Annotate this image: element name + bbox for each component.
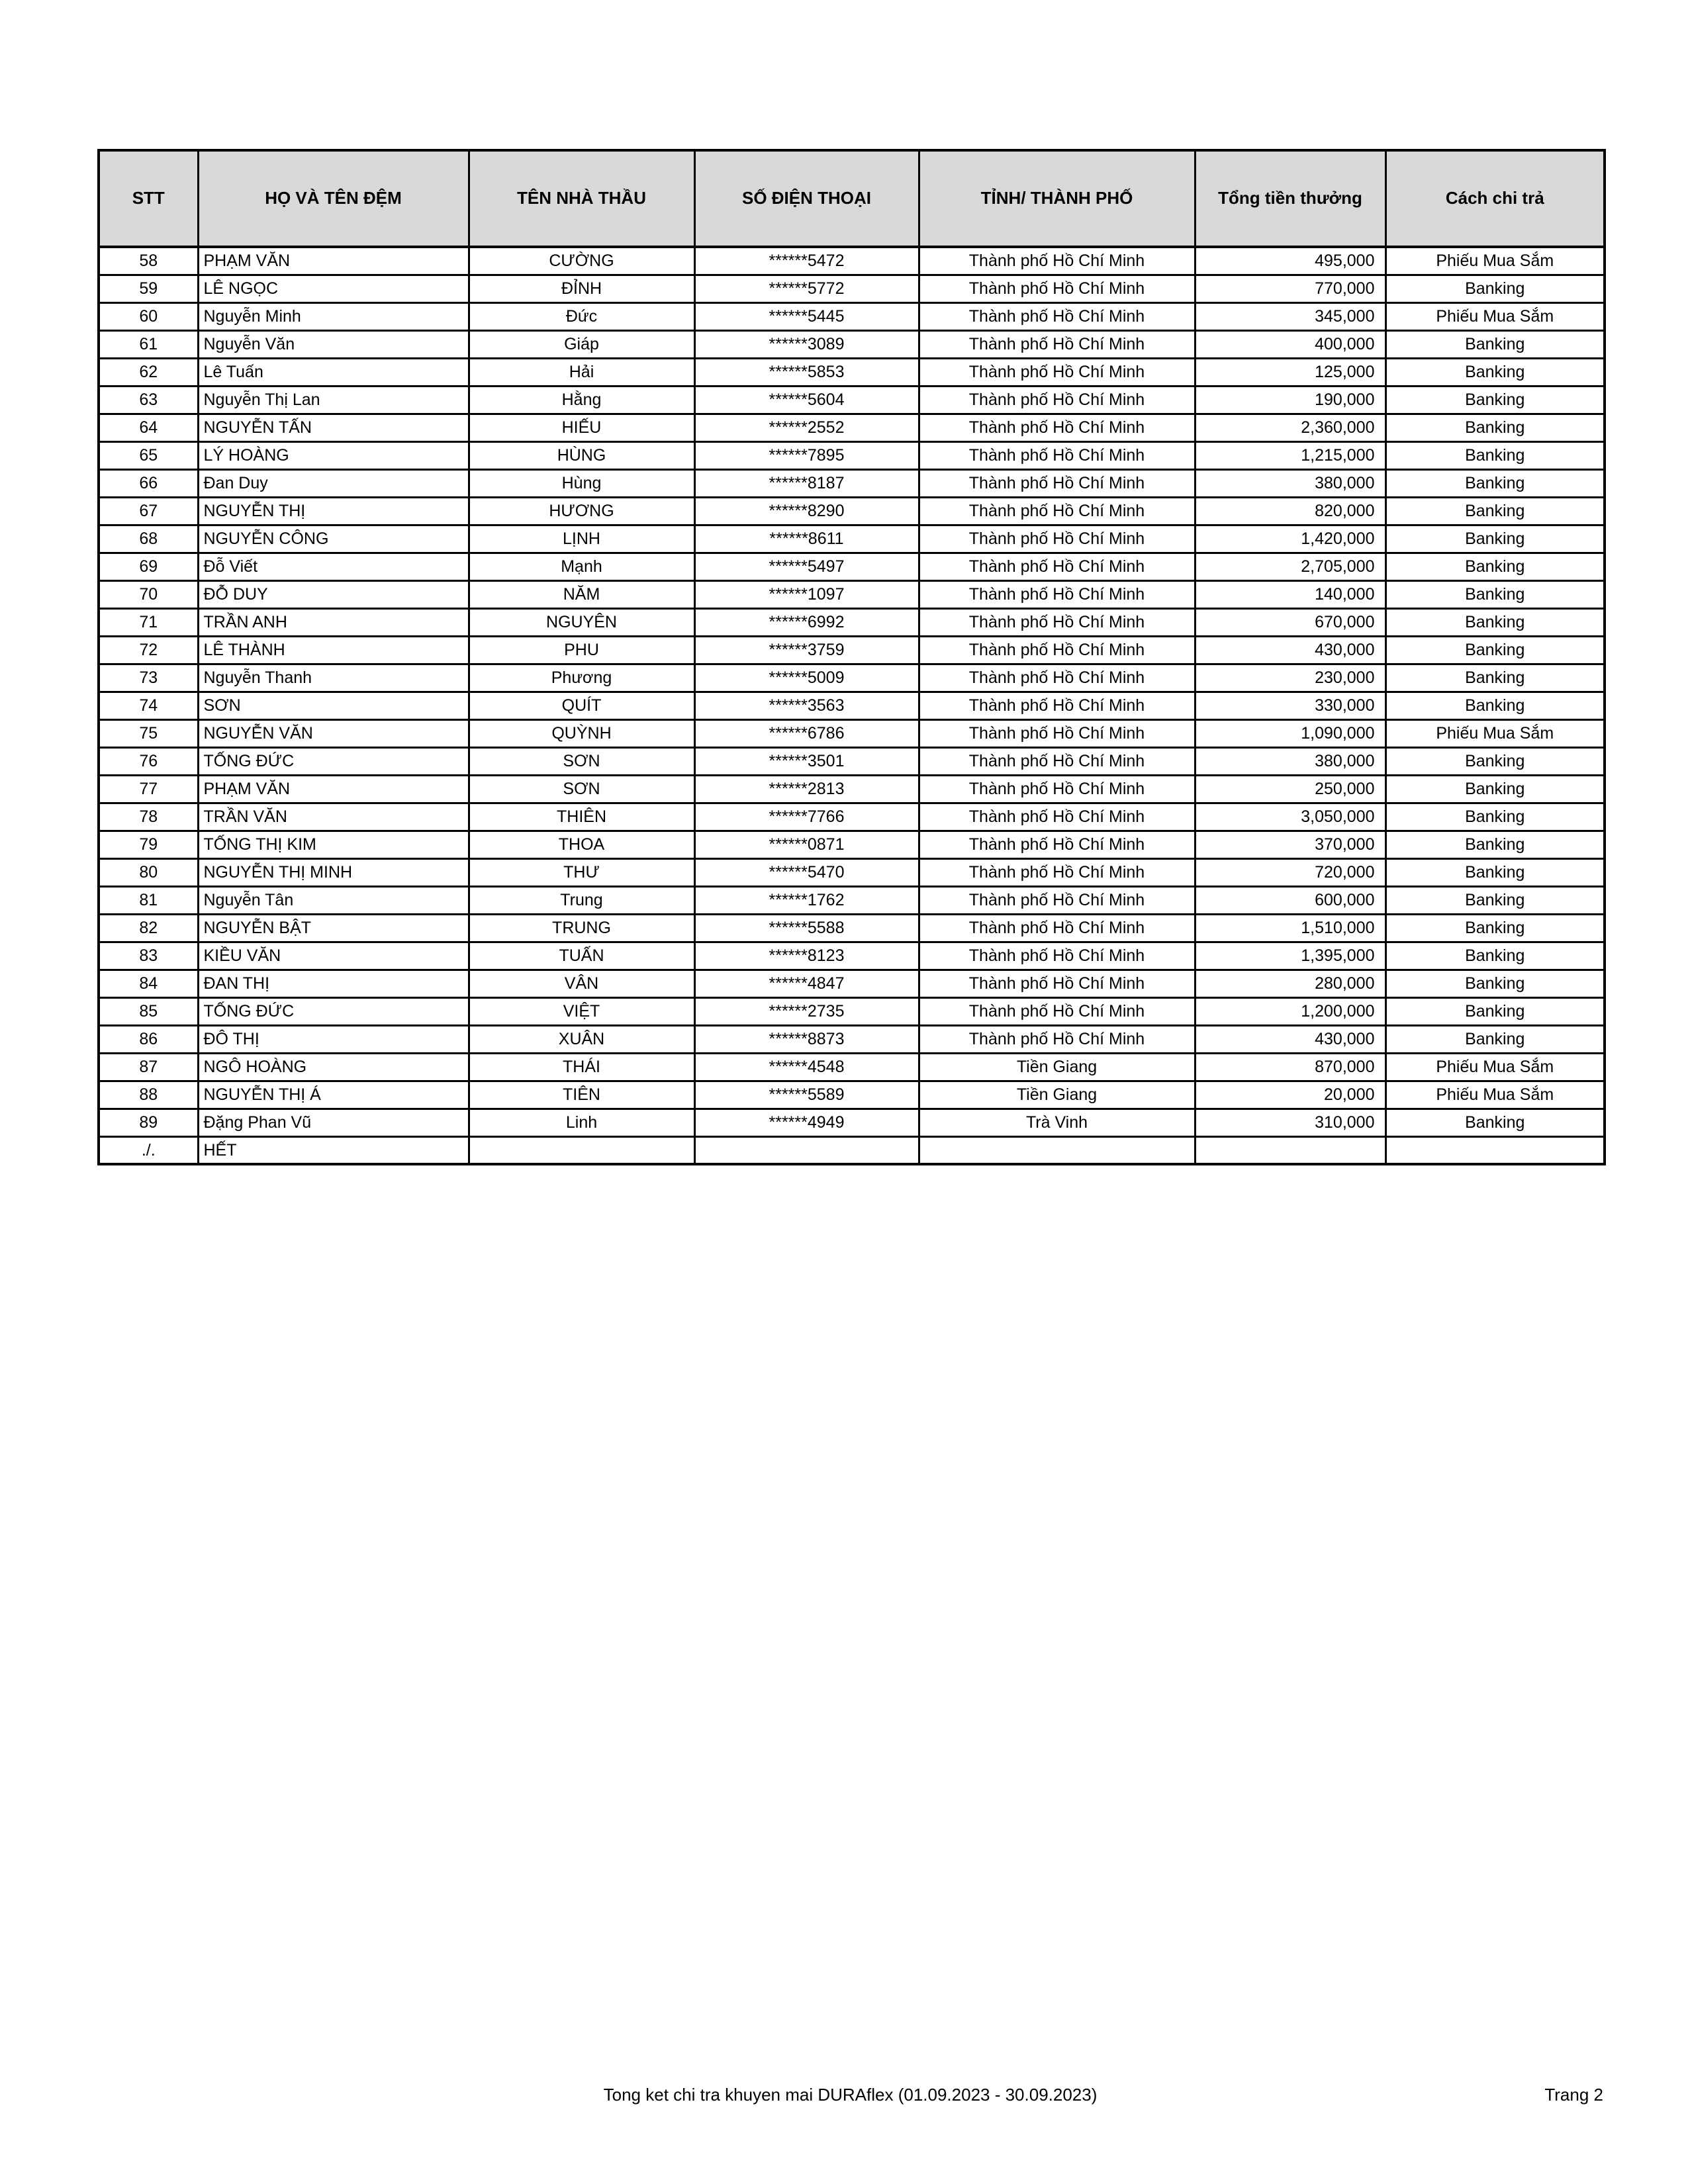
cell-stt: 84: [99, 970, 198, 997]
cell-cach-chi-tra: Phiếu Mua Sắm: [1385, 719, 1605, 747]
cell-stt: 80: [99, 858, 198, 886]
cell-stt: 65: [99, 441, 198, 469]
cell-ho-va-ten-dem: ĐAN THỊ: [198, 970, 469, 997]
cell-ten-nha-thau: QUỲNH: [469, 719, 694, 747]
cell-ho-va-ten-dem: TỐNG ĐỨC: [198, 997, 469, 1025]
footer-title: Tong ket chi tra khuyen mai DURAflex (01.09.2023 - 30.09.2023): [603, 2085, 1098, 2105]
cell-stt: 63: [99, 386, 198, 414]
cell-ho-va-ten-dem: Nguyễn Tân: [198, 886, 469, 914]
cell-tong-tien-thuong: 400,000: [1195, 330, 1385, 358]
cell-tong-tien-thuong: 1,420,000: [1195, 525, 1385, 553]
cell-ten-nha-thau: VIỆT: [469, 997, 694, 1025]
cell-ho-va-ten-dem: SƠN: [198, 692, 469, 719]
cell-tinh-thanh-pho: Thành phố Hồ Chí Minh: [919, 497, 1195, 525]
column-header-cach-chi-tra: Cách chi trả: [1385, 150, 1605, 247]
cell-cach-chi-tra: Banking: [1385, 469, 1605, 497]
cell-cach-chi-tra: Banking: [1385, 803, 1605, 831]
cell-ho-va-ten-dem: Nguyễn Thanh: [198, 664, 469, 692]
cell-cach-chi-tra: Banking: [1385, 608, 1605, 636]
table-row: [99, 858, 1605, 886]
cell-ten-nha-thau: [469, 1136, 694, 1164]
cell-tong-tien-thuong: 870,000: [1195, 1053, 1385, 1081]
cell-tinh-thanh-pho: Tiền Giang: [919, 1081, 1195, 1109]
cell-tong-tien-thuong: 600,000: [1195, 886, 1385, 914]
cell-ho-va-ten-dem: TRẦN ANH: [198, 608, 469, 636]
cell-cach-chi-tra: Banking: [1385, 1109, 1605, 1136]
cell-so-dien-thoai: ******7895: [694, 441, 919, 469]
table-row: [99, 914, 1605, 942]
cell-stt: 85: [99, 997, 198, 1025]
cell-tong-tien-thuong: 370,000: [1195, 831, 1385, 858]
cell-tinh-thanh-pho: Thành phố Hồ Chí Minh: [919, 664, 1195, 692]
cell-tinh-thanh-pho: Thành phố Hồ Chí Minh: [919, 441, 1195, 469]
table-row: [99, 580, 1605, 608]
cell-so-dien-thoai: ******8290: [694, 497, 919, 525]
cell-ten-nha-thau: Hằng: [469, 386, 694, 414]
cell-tong-tien-thuong: 670,000: [1195, 608, 1385, 636]
cell-ten-nha-thau: HÙNG: [469, 441, 694, 469]
cell-ten-nha-thau: Phương: [469, 664, 694, 692]
cell-stt: 72: [99, 636, 198, 664]
cell-stt: ./.: [99, 1136, 198, 1164]
cell-stt: 77: [99, 775, 198, 803]
cell-ten-nha-thau: THIÊN: [469, 803, 694, 831]
cell-tong-tien-thuong: 380,000: [1195, 469, 1385, 497]
cell-ten-nha-thau: Đức: [469, 302, 694, 330]
cell-tong-tien-thuong: 1,510,000: [1195, 914, 1385, 942]
table-row: [99, 1053, 1605, 1081]
cell-tinh-thanh-pho: Thành phố Hồ Chí Minh: [919, 970, 1195, 997]
cell-ho-va-ten-dem: NGÔ HOÀNG: [198, 1053, 469, 1081]
table-row: [99, 970, 1605, 997]
cell-so-dien-thoai: ******8611: [694, 525, 919, 553]
cell-stt: 67: [99, 497, 198, 525]
cell-ten-nha-thau: NGUYÊN: [469, 608, 694, 636]
cell-tinh-thanh-pho: Trà Vinh: [919, 1109, 1195, 1136]
table-row: [99, 275, 1605, 302]
cell-so-dien-thoai: ******1097: [694, 580, 919, 608]
cell-ten-nha-thau: Hải: [469, 358, 694, 386]
cell-tinh-thanh-pho: Thành phố Hồ Chí Minh: [919, 386, 1195, 414]
cell-stt: 83: [99, 942, 198, 970]
cell-so-dien-thoai: ******3089: [694, 330, 919, 358]
table-row: [99, 1025, 1605, 1053]
cell-tong-tien-thuong: 820,000: [1195, 497, 1385, 525]
cell-cach-chi-tra: Banking: [1385, 414, 1605, 441]
cell-cach-chi-tra: Banking: [1385, 970, 1605, 997]
cell-ten-nha-thau: NĂM: [469, 580, 694, 608]
table-row: [99, 1136, 1605, 1164]
cell-so-dien-thoai: ******5445: [694, 302, 919, 330]
table-row: [99, 831, 1605, 858]
cell-ho-va-ten-dem: Đỗ Viết: [198, 553, 469, 580]
cell-so-dien-thoai: ******0871: [694, 831, 919, 858]
cell-so-dien-thoai: ******2735: [694, 997, 919, 1025]
cell-cach-chi-tra: Banking: [1385, 553, 1605, 580]
cell-stt: 86: [99, 1025, 198, 1053]
cell-ten-nha-thau: TRUNG: [469, 914, 694, 942]
cell-tong-tien-thuong: 345,000: [1195, 302, 1385, 330]
cell-cach-chi-tra: Banking: [1385, 886, 1605, 914]
cell-ho-va-ten-dem: TỐNG THỊ KIM: [198, 831, 469, 858]
cell-ten-nha-thau: HƯƠNG: [469, 497, 694, 525]
cell-so-dien-thoai: ******5009: [694, 664, 919, 692]
table-row: [99, 692, 1605, 719]
cell-tinh-thanh-pho: Thành phố Hồ Chí Minh: [919, 275, 1195, 302]
cell-so-dien-thoai: ******3563: [694, 692, 919, 719]
cell-cach-chi-tra: Banking: [1385, 747, 1605, 775]
cell-tong-tien-thuong: 1,395,000: [1195, 942, 1385, 970]
cell-so-dien-thoai: ******5588: [694, 914, 919, 942]
cell-ho-va-ten-dem: LÊ NGỌC: [198, 275, 469, 302]
page-number: Trang 2: [1544, 2085, 1603, 2105]
cell-tinh-thanh-pho: Thành phố Hồ Chí Minh: [919, 775, 1195, 803]
cell-stt: 78: [99, 803, 198, 831]
cell-cach-chi-tra: Banking: [1385, 914, 1605, 942]
cell-tinh-thanh-pho: Thành phố Hồ Chí Minh: [919, 858, 1195, 886]
cell-so-dien-thoai: ******5589: [694, 1081, 919, 1109]
cell-stt: 71: [99, 608, 198, 636]
cell-stt: 81: [99, 886, 198, 914]
cell-tinh-thanh-pho: Thành phố Hồ Chí Minh: [919, 942, 1195, 970]
cell-ten-nha-thau: LỊNH: [469, 525, 694, 553]
cell-ten-nha-thau: Hùng: [469, 469, 694, 497]
cell-tinh-thanh-pho: Thành phố Hồ Chí Minh: [919, 580, 1195, 608]
cell-ten-nha-thau: THOA: [469, 831, 694, 858]
cell-ho-va-ten-dem: LÊ THÀNH: [198, 636, 469, 664]
cell-ten-nha-thau: HIẾU: [469, 414, 694, 441]
table-row: [99, 525, 1605, 553]
cell-cach-chi-tra: Banking: [1385, 580, 1605, 608]
table-header: [99, 150, 1605, 247]
cell-tinh-thanh-pho: Thành phố Hồ Chí Minh: [919, 831, 1195, 858]
cell-so-dien-thoai: [694, 1136, 919, 1164]
cell-ho-va-ten-dem: Đặng Phan Vũ: [198, 1109, 469, 1136]
table-row: [99, 997, 1605, 1025]
cell-tinh-thanh-pho: Thành phố Hồ Chí Minh: [919, 414, 1195, 441]
column-header-tong-tien-thuong: Tổng tiền thưởng: [1195, 150, 1385, 247]
cell-ho-va-ten-dem: Đan Duy: [198, 469, 469, 497]
prize-table: [97, 149, 1606, 1165]
cell-stt: 60: [99, 302, 198, 330]
cell-cach-chi-tra: Banking: [1385, 358, 1605, 386]
cell-tinh-thanh-pho: Thành phố Hồ Chí Minh: [919, 358, 1195, 386]
page-footer: [97, 2085, 1603, 2111]
cell-stt: 87: [99, 1053, 198, 1081]
cell-ten-nha-thau: THÁI: [469, 1053, 694, 1081]
cell-tinh-thanh-pho: Thành phố Hồ Chí Minh: [919, 803, 1195, 831]
cell-tong-tien-thuong: 1,090,000: [1195, 719, 1385, 747]
cell-so-dien-thoai: ******2552: [694, 414, 919, 441]
cell-tinh-thanh-pho: Thành phố Hồ Chí Minh: [919, 302, 1195, 330]
cell-stt: 88: [99, 1081, 198, 1109]
cell-tinh-thanh-pho: Thành phố Hồ Chí Minh: [919, 330, 1195, 358]
cell-ho-va-ten-dem: NGUYỄN BẬT: [198, 914, 469, 942]
cell-cach-chi-tra: Phiếu Mua Sắm: [1385, 1081, 1605, 1109]
table-row: [99, 553, 1605, 580]
cell-ho-va-ten-dem: TRẦN VĂN: [198, 803, 469, 831]
cell-tong-tien-thuong: 1,215,000: [1195, 441, 1385, 469]
cell-tinh-thanh-pho: Thành phố Hồ Chí Minh: [919, 692, 1195, 719]
cell-tong-tien-thuong: 125,000: [1195, 358, 1385, 386]
cell-ho-va-ten-dem: NGUYỄN VĂN: [198, 719, 469, 747]
cell-tinh-thanh-pho: Thành phố Hồ Chí Minh: [919, 636, 1195, 664]
cell-so-dien-thoai: ******6992: [694, 608, 919, 636]
cell-stt: 70: [99, 580, 198, 608]
cell-stt: 82: [99, 914, 198, 942]
cell-cach-chi-tra: Banking: [1385, 441, 1605, 469]
cell-so-dien-thoai: ******8187: [694, 469, 919, 497]
cell-ho-va-ten-dem: LÝ HOÀNG: [198, 441, 469, 469]
cell-tinh-thanh-pho: Thành phố Hồ Chí Minh: [919, 469, 1195, 497]
cell-stt: 75: [99, 719, 198, 747]
table-row: [99, 775, 1605, 803]
column-header-tinh-thanh-pho: TỈNH/ THÀNH PHỐ: [919, 150, 1195, 247]
cell-tong-tien-thuong: [1195, 1136, 1385, 1164]
table-row: [99, 636, 1605, 664]
cell-so-dien-thoai: ******6786: [694, 719, 919, 747]
cell-stt: 89: [99, 1109, 198, 1136]
cell-so-dien-thoai: ******3501: [694, 747, 919, 775]
cell-ho-va-ten-dem: Nguyễn Thị Lan: [198, 386, 469, 414]
cell-tinh-thanh-pho: Thành phố Hồ Chí Minh: [919, 914, 1195, 942]
cell-ten-nha-thau: ĐỈNH: [469, 275, 694, 302]
cell-tong-tien-thuong: 20,000: [1195, 1081, 1385, 1109]
table-row: [99, 664, 1605, 692]
cell-stt: 76: [99, 747, 198, 775]
cell-ho-va-ten-dem: PHẠM VĂN: [198, 775, 469, 803]
cell-so-dien-thoai: ******5472: [694, 247, 919, 275]
cell-cach-chi-tra: Banking: [1385, 636, 1605, 664]
table-row: [99, 803, 1605, 831]
table-row: [99, 942, 1605, 970]
cell-tinh-thanh-pho: Thành phố Hồ Chí Minh: [919, 997, 1195, 1025]
cell-ho-va-ten-dem: PHẠM VĂN: [198, 247, 469, 275]
cell-tong-tien-thuong: 770,000: [1195, 275, 1385, 302]
cell-ten-nha-thau: CƯỜNG: [469, 247, 694, 275]
cell-cach-chi-tra: Banking: [1385, 775, 1605, 803]
table-row: [99, 441, 1605, 469]
cell-tinh-thanh-pho: Tiền Giang: [919, 1053, 1195, 1081]
cell-cach-chi-tra: Banking: [1385, 831, 1605, 858]
cell-tong-tien-thuong: 3,050,000: [1195, 803, 1385, 831]
table-row: [99, 469, 1605, 497]
table-body: [99, 247, 1605, 1164]
cell-tong-tien-thuong: 2,705,000: [1195, 553, 1385, 580]
cell-ten-nha-thau: THƯ: [469, 858, 694, 886]
cell-so-dien-thoai: ******2813: [694, 775, 919, 803]
cell-ten-nha-thau: SƠN: [469, 775, 694, 803]
cell-stt: 66: [99, 469, 198, 497]
cell-stt: 59: [99, 275, 198, 302]
cell-cach-chi-tra: Banking: [1385, 692, 1605, 719]
cell-stt: 74: [99, 692, 198, 719]
cell-tong-tien-thuong: 230,000: [1195, 664, 1385, 692]
table-row: [99, 330, 1605, 358]
cell-so-dien-thoai: ******5604: [694, 386, 919, 414]
cell-tong-tien-thuong: 430,000: [1195, 636, 1385, 664]
column-header-ho-va-ten-dem: HỌ VÀ TÊN ĐỆM: [198, 150, 469, 247]
cell-cach-chi-tra: Banking: [1385, 858, 1605, 886]
table-row: [99, 386, 1605, 414]
cell-so-dien-thoai: ******1762: [694, 886, 919, 914]
column-header-so-dien-thoai: SỐ ĐIỆN THOẠI: [694, 150, 919, 247]
cell-ten-nha-thau: VÂN: [469, 970, 694, 997]
cell-cach-chi-tra: Banking: [1385, 497, 1605, 525]
cell-cach-chi-tra: Phiếu Mua Sắm: [1385, 1053, 1605, 1081]
cell-ten-nha-thau: PHU: [469, 636, 694, 664]
cell-ten-nha-thau: Trung: [469, 886, 694, 914]
cell-ho-va-ten-dem: NGUYỄN THỊ Á: [198, 1081, 469, 1109]
cell-tong-tien-thuong: 190,000: [1195, 386, 1385, 414]
table-row: [99, 886, 1605, 914]
cell-stt: 73: [99, 664, 198, 692]
cell-ten-nha-thau: XUÂN: [469, 1025, 694, 1053]
cell-so-dien-thoai: ******5853: [694, 358, 919, 386]
cell-ho-va-ten-dem: TỐNG ĐỨC: [198, 747, 469, 775]
cell-tong-tien-thuong: 720,000: [1195, 858, 1385, 886]
cell-stt: 68: [99, 525, 198, 553]
cell-so-dien-thoai: ******7766: [694, 803, 919, 831]
cell-ho-va-ten-dem: Nguyễn Văn: [198, 330, 469, 358]
cell-cach-chi-tra: Banking: [1385, 1025, 1605, 1053]
cell-ho-va-ten-dem: NGUYỄN CÔNG: [198, 525, 469, 553]
cell-tinh-thanh-pho: Thành phố Hồ Chí Minh: [919, 247, 1195, 275]
table-row: [99, 1109, 1605, 1136]
cell-tong-tien-thuong: 310,000: [1195, 1109, 1385, 1136]
table-row: [99, 247, 1605, 275]
cell-ho-va-ten-dem: ĐÔ THỊ: [198, 1025, 469, 1053]
table-row: [99, 608, 1605, 636]
cell-cach-chi-tra: Banking: [1385, 942, 1605, 970]
cell-tong-tien-thuong: 330,000: [1195, 692, 1385, 719]
cell-tong-tien-thuong: 1,200,000: [1195, 997, 1385, 1025]
cell-so-dien-thoai: ******5470: [694, 858, 919, 886]
cell-ho-va-ten-dem: Nguyễn Minh: [198, 302, 469, 330]
cell-tong-tien-thuong: 280,000: [1195, 970, 1385, 997]
cell-tinh-thanh-pho: Thành phố Hồ Chí Minh: [919, 608, 1195, 636]
cell-tinh-thanh-pho: Thành phố Hồ Chí Minh: [919, 886, 1195, 914]
cell-tinh-thanh-pho: Thành phố Hồ Chí Minh: [919, 553, 1195, 580]
cell-ten-nha-thau: TIÊN: [469, 1081, 694, 1109]
column-header-stt: STT: [99, 150, 198, 247]
cell-cach-chi-tra: Banking: [1385, 386, 1605, 414]
cell-ten-nha-thau: Giáp: [469, 330, 694, 358]
cell-ten-nha-thau: SƠN: [469, 747, 694, 775]
cell-ten-nha-thau: Mạnh: [469, 553, 694, 580]
cell-cach-chi-tra: Phiếu Mua Sắm: [1385, 247, 1605, 275]
cell-tong-tien-thuong: 430,000: [1195, 1025, 1385, 1053]
table-row: [99, 719, 1605, 747]
cell-tong-tien-thuong: 140,000: [1195, 580, 1385, 608]
table-row: [99, 414, 1605, 441]
cell-tinh-thanh-pho: [919, 1136, 1195, 1164]
cell-so-dien-thoai: ******5772: [694, 275, 919, 302]
cell-cach-chi-tra: Banking: [1385, 997, 1605, 1025]
cell-so-dien-thoai: ******4847: [694, 970, 919, 997]
column-header-ten-nha-thau: TÊN NHÀ THẦU: [469, 150, 694, 247]
cell-tong-tien-thuong: 250,000: [1195, 775, 1385, 803]
cell-cach-chi-tra: Banking: [1385, 330, 1605, 358]
table-header-row: [99, 150, 1605, 247]
cell-ho-va-ten-dem: ĐỖ DUY: [198, 580, 469, 608]
cell-tinh-thanh-pho: Thành phố Hồ Chí Minh: [919, 747, 1195, 775]
table-row: [99, 497, 1605, 525]
cell-tong-tien-thuong: 2,360,000: [1195, 414, 1385, 441]
cell-stt: 62: [99, 358, 198, 386]
cell-so-dien-thoai: ******8873: [694, 1025, 919, 1053]
cell-ho-va-ten-dem: NGUYỄN THỊ: [198, 497, 469, 525]
cell-ho-va-ten-dem: HẾT: [198, 1136, 469, 1164]
cell-tong-tien-thuong: 495,000: [1195, 247, 1385, 275]
cell-so-dien-thoai: ******3759: [694, 636, 919, 664]
cell-tinh-thanh-pho: Thành phố Hồ Chí Minh: [919, 1025, 1195, 1053]
cell-tong-tien-thuong: 380,000: [1195, 747, 1385, 775]
cell-stt: 69: [99, 553, 198, 580]
cell-tinh-thanh-pho: Thành phố Hồ Chí Minh: [919, 525, 1195, 553]
cell-so-dien-thoai: ******4548: [694, 1053, 919, 1081]
cell-stt: 61: [99, 330, 198, 358]
cell-ho-va-ten-dem: NGUYỄN THỊ MINH: [198, 858, 469, 886]
cell-tinh-thanh-pho: Thành phố Hồ Chí Minh: [919, 719, 1195, 747]
table-row: [99, 358, 1605, 386]
cell-so-dien-thoai: ******8123: [694, 942, 919, 970]
cell-stt: 79: [99, 831, 198, 858]
table-row: [99, 747, 1605, 775]
cell-ten-nha-thau: TUẤN: [469, 942, 694, 970]
cell-cach-chi-tra: Phiếu Mua Sắm: [1385, 302, 1605, 330]
cell-ten-nha-thau: Linh: [469, 1109, 694, 1136]
cell-cach-chi-tra: Banking: [1385, 525, 1605, 553]
cell-so-dien-thoai: ******4949: [694, 1109, 919, 1136]
cell-so-dien-thoai: ******5497: [694, 553, 919, 580]
cell-ten-nha-thau: QUÍT: [469, 692, 694, 719]
cell-cach-chi-tra: Banking: [1385, 275, 1605, 302]
cell-ho-va-ten-dem: Lê Tuấn: [198, 358, 469, 386]
cell-stt: 64: [99, 414, 198, 441]
table-row: [99, 302, 1605, 330]
cell-stt: 58: [99, 247, 198, 275]
cell-cach-chi-tra: Banking: [1385, 664, 1605, 692]
cell-ho-va-ten-dem: KIỀU VĂN: [198, 942, 469, 970]
cell-ho-va-ten-dem: NGUYỄN TẤN: [198, 414, 469, 441]
cell-cach-chi-tra: [1385, 1136, 1605, 1164]
table-row: [99, 1081, 1605, 1109]
